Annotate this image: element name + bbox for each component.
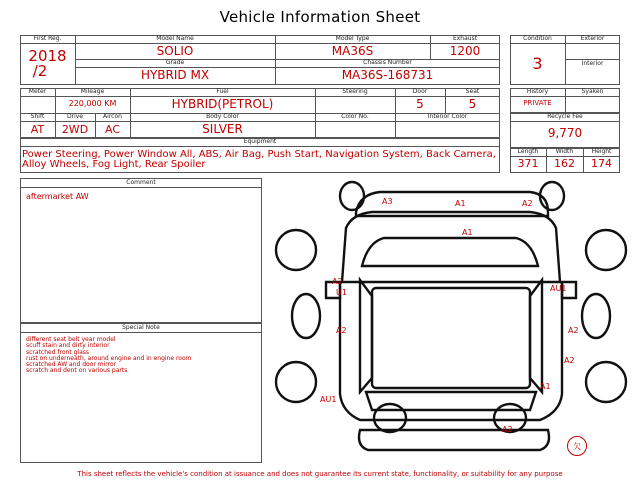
equipment-text: Power Steering, Power Window All, ABS, Air Bag, Push Start, Navigation System, Back Camera, Alloy Wheels, Fog Light, Rear Spoiler <box>22 149 496 170</box>
damage-mark: AU1 <box>550 284 567 293</box>
width-value: 162 <box>554 157 575 170</box>
special-note-item: scratched front glass <box>26 348 90 356</box>
door-value: 5 <box>416 97 424 111</box>
chassis-number-value: MA36S-168731 <box>341 68 434 82</box>
seat-value: 5 <box>468 97 477 111</box>
meter-label: Meter <box>28 88 47 95</box>
damage-mark: A1 <box>462 228 473 237</box>
comment-text: aftermarket AW <box>26 192 89 201</box>
damage-mark: A2 <box>564 356 575 365</box>
special-note-label: Special Note <box>122 324 160 331</box>
car-damage-diagram <box>270 178 640 468</box>
chassis-number-label: Chassis Number <box>363 59 412 66</box>
missing-part-mark: 欠 <box>573 442 581 451</box>
body-color-label: Body Color <box>206 113 239 120</box>
recycle-fee-label: Recycle Fee <box>547 113 583 120</box>
length-value: 371 <box>517 157 539 170</box>
interior-label: Interior <box>581 60 604 67</box>
condition-label: Condition <box>523 35 552 42</box>
comment-label: Comment <box>126 179 156 186</box>
damage-mark: A1 <box>455 199 466 208</box>
seat-label: Seat <box>465 88 480 95</box>
shift-value: AT <box>30 123 45 136</box>
history-label: History <box>526 88 549 95</box>
condition-value: 3 <box>532 54 543 73</box>
damage-mark: U1 <box>336 288 347 297</box>
model-type-value: MA36S <box>331 44 374 58</box>
mileage-value: 220,000 KM <box>68 99 117 108</box>
first-reg-label: First Reg. <box>33 35 62 42</box>
model-type-label: Model Type <box>335 35 370 42</box>
sheet-title: Vehicle Information Sheet <box>219 8 421 26</box>
damage-mark: AU1 <box>320 395 337 404</box>
grade-value: HYBRID MX <box>140 68 210 82</box>
damage-mark: A2 <box>522 199 533 208</box>
grade-label: Grade <box>165 59 185 66</box>
model-name-label: Model Name <box>156 35 194 42</box>
shift-label: Shift <box>30 113 45 120</box>
height-value: 174 <box>591 157 612 170</box>
model-name-value: SOLIO <box>156 44 194 58</box>
steering-label: Steering <box>342 88 368 95</box>
equipment-label: Equipment <box>243 138 277 145</box>
drive-value: 2WD <box>61 123 89 136</box>
history-value: PRIVATE <box>523 99 552 107</box>
damage-mark: A2 <box>568 326 579 335</box>
body-color-value: SILVER <box>202 122 243 136</box>
drive-label: Drive <box>67 113 83 120</box>
special-note-item: rust on underneath, around engine and in engine room <box>26 354 192 362</box>
damage-mark: A3 <box>382 197 393 206</box>
special-note-item: scuff stain and dirty interior <box>26 342 110 350</box>
first-reg-year: 2018 <box>28 47 67 65</box>
damage-mark: A2 <box>502 425 513 434</box>
exhaust-label: Exhaust <box>452 35 478 42</box>
special-note-item: scratch and dent on various parts <box>26 367 128 375</box>
door-label: Door <box>412 88 428 95</box>
aircon-value: AC <box>104 123 120 136</box>
interior-color-label: Interior Color <box>427 113 468 120</box>
damage-mark: A2 <box>332 277 343 286</box>
exterior-label: Exterior <box>580 35 605 42</box>
special-notes-list <box>26 337 191 375</box>
damage-mark: A1 <box>540 382 551 391</box>
special-note-item: scratched AW and door mirror <box>26 361 117 369</box>
color-no-label: Color No. <box>341 113 369 120</box>
special-note-item: different seat belt year model <box>26 336 116 343</box>
first-reg-month: /2 <box>32 62 48 80</box>
height-label: Height <box>591 148 612 155</box>
mileage-label: Mileage <box>80 88 105 95</box>
recycle-fee-value: 9,770 <box>547 126 583 140</box>
width-label: Width <box>555 148 574 155</box>
damage-mark: A2 <box>336 326 347 335</box>
fuel-value: HYBRID(PETROL) <box>171 97 274 111</box>
footer-disclaimer: This sheet reflects the vehicle's condition at issuance and does not guarantee its current state, functionality, or suitability for any purpose <box>77 470 563 478</box>
syaken-label: Syaken <box>581 88 604 95</box>
exhaust-value: 1200 <box>449 44 481 58</box>
aircon-label: Aircon <box>103 113 122 120</box>
fuel-label: Fuel <box>216 88 229 95</box>
length-label: Length <box>517 148 539 155</box>
